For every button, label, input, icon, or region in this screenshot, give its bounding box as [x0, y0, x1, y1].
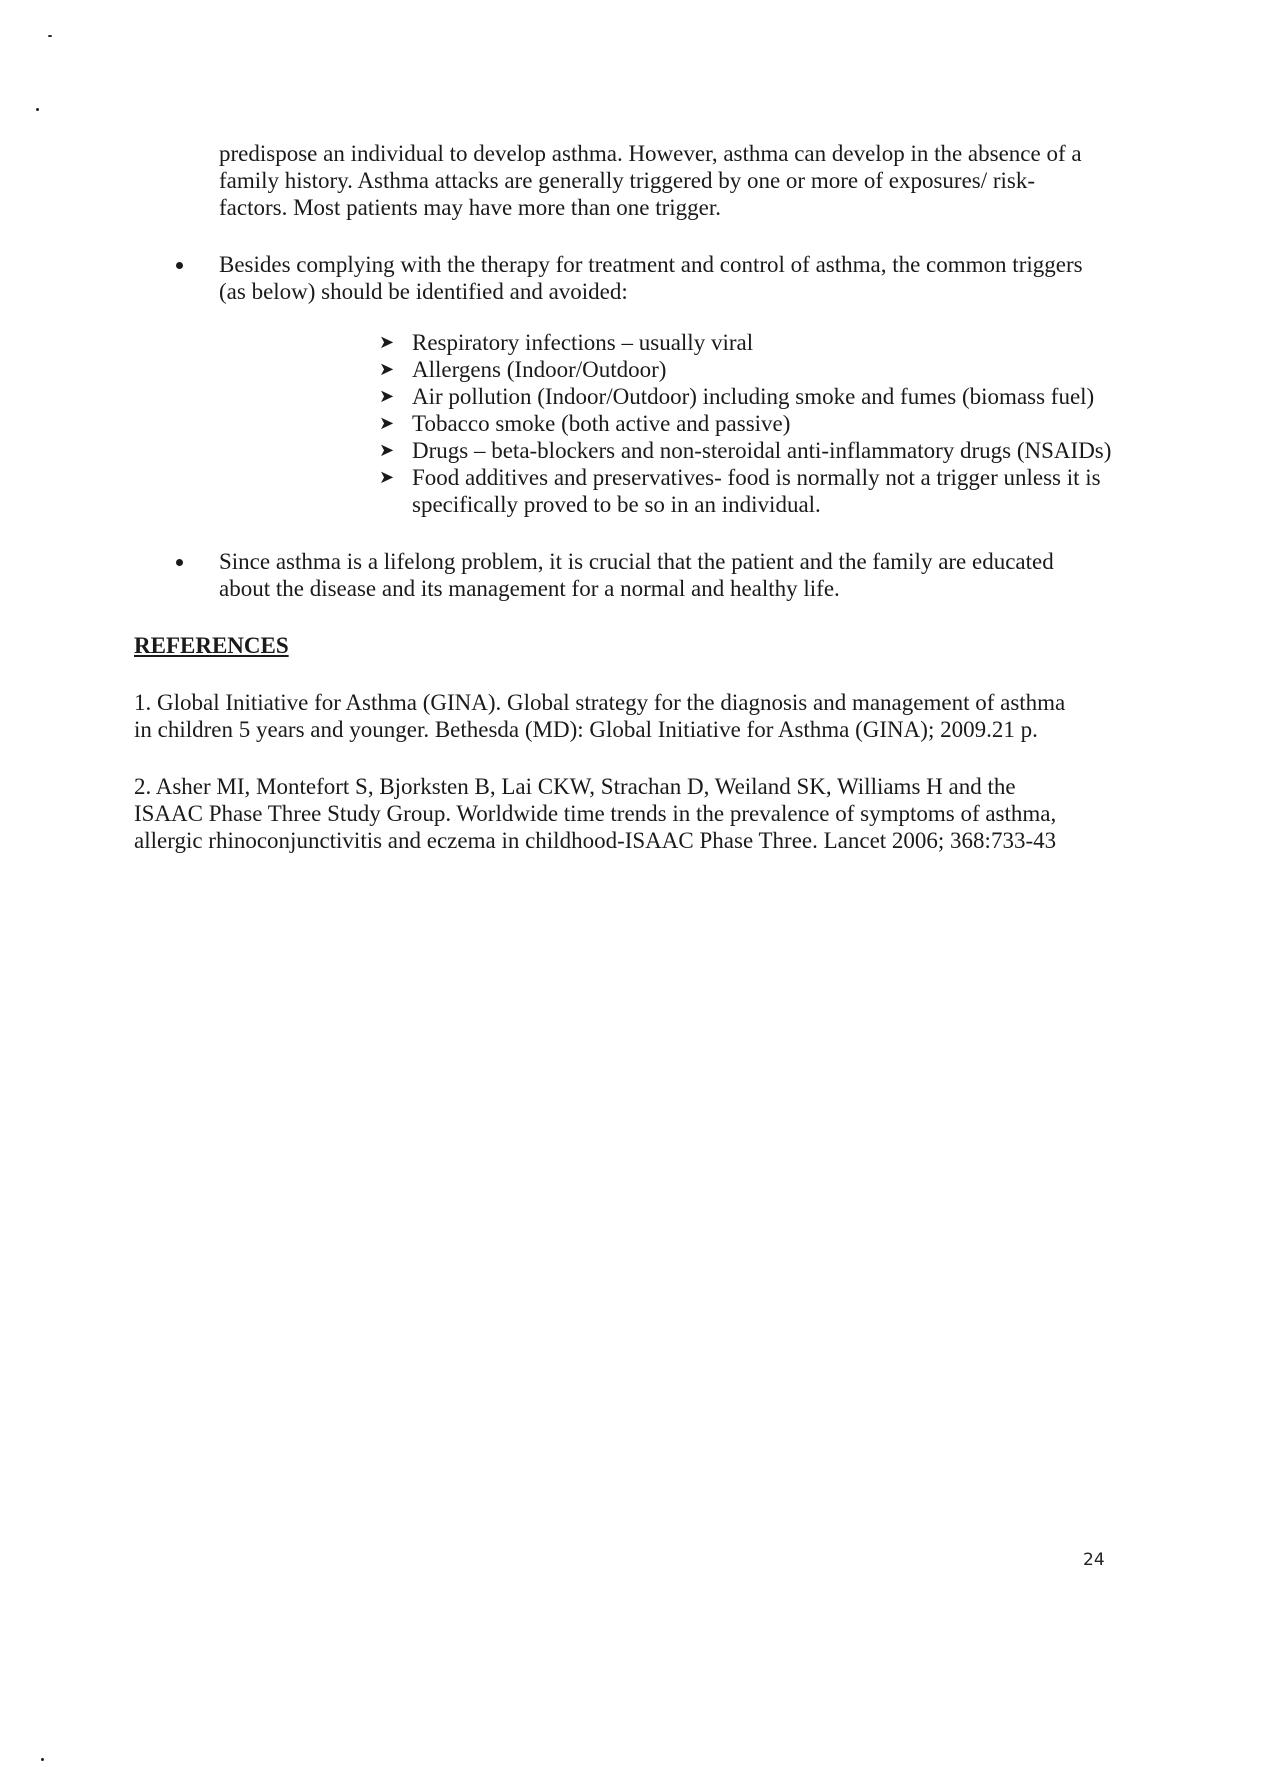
arrowhead-icon: ➤: [379, 359, 395, 380]
scan-speck: [36, 108, 39, 111]
bullet-dot-icon: [176, 262, 183, 269]
bullet-item-education: [134, 548, 1124, 602]
trigger-item-text: Food additives and preservatives- food is normally not a trigger unless it is specifically proved to be so in an individual.: [412, 465, 1101, 517]
trigger-item-text: Air pollution (Indoor/Outdoor) including smoke and fumes (biomass fuel): [412, 384, 1095, 409]
reference-item: 2. Asher MI, Montefort S, Bjorksten B, Lai CKW, Strachan D, Weiland SK, Williams H and the ISAAC Phase Three Study Group. Worldwide time trends in the prevalence of symptoms of asthma, allergic rhinoconjunctivitis and eczema in childhood-ISAAC Phase Three. Lancet 2006; 368:733-43: [134, 774, 1057, 853]
arrowhead-icon: ➤: [379, 440, 395, 461]
trigger-item: [379, 410, 1172, 437]
arrowhead-icon: ➤: [379, 413, 395, 434]
reference-item: 1. Global Initiative for Asthma (GINA). Global strategy for the diagnosis and management of asthma in children 5 years and younger. Bethesda (MD): Global Initiative for Asthma (GINA); 2009.21 p.: [134, 690, 1066, 742]
page-number: 24: [1083, 1550, 1105, 1570]
references-heading: REFERENCES: [134, 633, 289, 658]
trigger-item: [379, 356, 1172, 383]
scan-speck: [41, 1758, 44, 1761]
trigger-item: [379, 383, 1172, 410]
trigger-item: [379, 437, 1172, 464]
trigger-item: [379, 464, 1172, 518]
arrowhead-icon: ➤: [379, 467, 395, 488]
trigger-list: [219, 329, 1124, 518]
bullet-item-triggers: [134, 251, 1124, 518]
bullet-text: Besides complying with the therapy for treatment and control of asthma, the common triggers (as below) should be identified and avoided:: [219, 252, 1083, 304]
trigger-item-text: Drugs – beta-blockers and non-steroidal anti-inflammatory drugs (NSAIDs): [412, 438, 1112, 463]
bullet-dot-icon: [176, 559, 183, 566]
arrowhead-icon: ➤: [379, 332, 395, 353]
bullet-text: Since asthma is a lifelong problem, it is crucial that the patient and the family are educated about the disease and its management for a normal and healthy life.: [219, 549, 1054, 601]
trigger-item-text: Respiratory infections – usually viral: [412, 330, 754, 355]
arrowhead-icon: ➤: [379, 386, 395, 407]
document-body: [134, 140, 1124, 854]
trigger-item-text: Allergens (Indoor/Outdoor): [412, 357, 667, 382]
trigger-item: [379, 329, 1172, 356]
trigger-item-text: Tobacco smoke (both active and passive): [412, 411, 791, 436]
scan-speck: [48, 35, 52, 37]
intro-paragraph: predispose an individual to develop asthma. However, asthma can develop in the absence of a family history. Asthma attacks are generally triggered by one or more of exposures/ risk-factors. Most patients may have more than one trigger.: [219, 141, 1082, 220]
